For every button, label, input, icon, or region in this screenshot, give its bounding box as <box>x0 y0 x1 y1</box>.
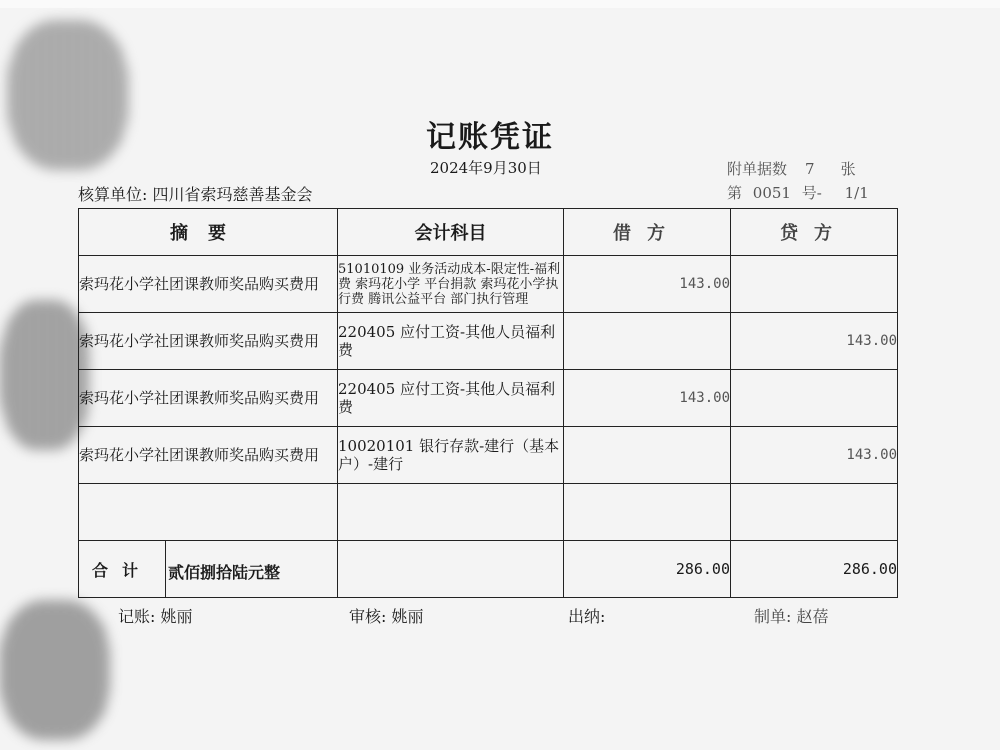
scan-smudge <box>0 300 90 450</box>
attachment-count <box>727 158 856 179</box>
row-summary: 索玛花小学社团课教师奖品购买费用 <box>79 427 338 484</box>
empty-row <box>79 484 898 541</box>
row-summary: 索玛花小学社团课教师奖品购买费用 <box>79 370 338 427</box>
header-debit: 借方 <box>564 209 731 256</box>
table-row <box>79 256 898 313</box>
table-row <box>79 313 898 370</box>
voucher-page: 1/1 <box>844 184 869 202</box>
row-summary: 索玛花小学社团课教师奖品购买费用 <box>79 313 338 370</box>
unit-name: 四川省索玛慈善基金会 <box>152 185 313 204</box>
voucher-no-value: 0051 <box>752 184 791 202</box>
row-subject: 10020101 银行存款-建行（基本户）-建行 <box>338 427 564 484</box>
row-credit: 143.00 <box>731 427 898 484</box>
unit-label: 核算单位: <box>78 185 148 204</box>
cashier-signature: 出纳: <box>568 607 606 626</box>
row-debit: 143.00 <box>564 370 731 427</box>
row-credit <box>731 256 898 313</box>
maker-signature: 制单: 赵蓓 <box>754 607 829 626</box>
attachment-label: 附单据数 <box>727 160 788 178</box>
scan-edge <box>0 0 1000 8</box>
header-credit: 贷方 <box>731 209 898 256</box>
voucher-no-prefix: 第 <box>727 184 743 202</box>
total-label: 合计 <box>79 541 166 597</box>
bookkeeper-signature: 记账: 姚丽 <box>118 607 193 626</box>
header-subject: 会计科目 <box>338 209 564 256</box>
row-debit <box>564 313 731 370</box>
voucher-title: 记账凭证 <box>426 120 554 155</box>
empty-cell <box>564 484 731 541</box>
scan-smudge <box>0 600 110 740</box>
total-credit: 286.00 <box>731 541 898 598</box>
table-header-row <box>79 209 898 256</box>
total-amount-in-words: 贰佰捌拾陆元整 <box>168 563 281 582</box>
empty-cell <box>338 484 564 541</box>
voucher-number <box>727 182 875 203</box>
total-words <box>338 541 564 598</box>
row-summary: 索玛花小学社团课教师奖品购买费用 <box>79 256 338 313</box>
row-subject: 51010109 业务活动成本-限定性-福利费 索玛花小学 平台捐款 索玛花小学执行费 腾讯公益平台 部门执行管理 <box>338 256 564 313</box>
empty-cell <box>731 484 898 541</box>
attachment-unit: 张 <box>840 160 856 178</box>
voucher-date: 2024年9月30日 <box>430 159 542 177</box>
row-credit: 143.00 <box>731 313 898 370</box>
scan-smudge <box>8 20 128 170</box>
table-row <box>79 427 898 484</box>
total-debit: 286.00 <box>564 541 731 598</box>
row-subject: 220405 应付工资-其他人员福利费 <box>338 313 564 370</box>
auditor-signature: 审核: 姚丽 <box>349 607 424 626</box>
row-subject: 220405 应付工资-其他人员福利费 <box>338 370 564 427</box>
ledger-table <box>78 208 898 598</box>
empty-cell <box>79 484 338 541</box>
row-debit <box>564 427 731 484</box>
header-summary: 摘要 <box>79 209 338 256</box>
voucher-no-suffix: 号- <box>801 184 822 202</box>
row-debit: 143.00 <box>564 256 731 313</box>
attachment-number: 7 <box>805 160 815 178</box>
row-credit <box>731 370 898 427</box>
table-row <box>79 370 898 427</box>
accounting-unit <box>78 182 313 205</box>
